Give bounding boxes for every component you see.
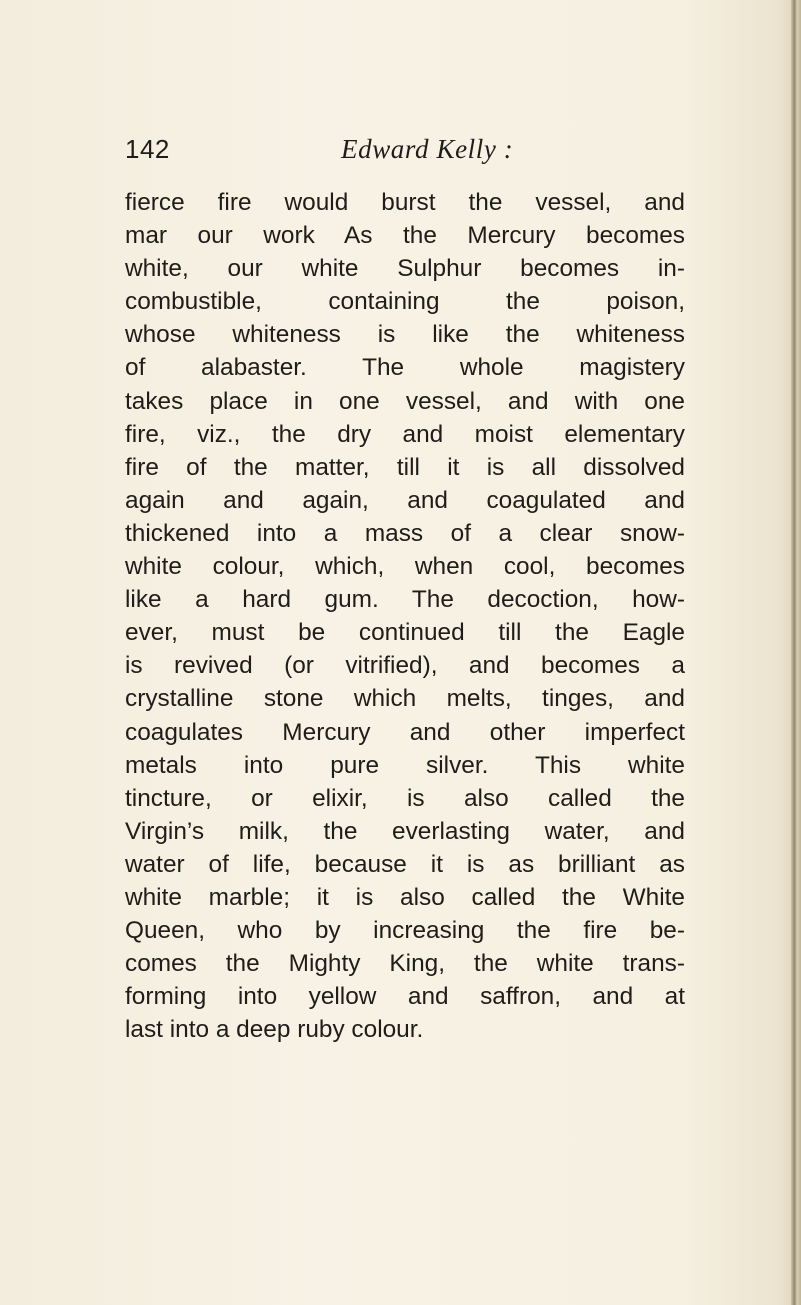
page-header xyxy=(125,134,685,174)
text-line: coagulates Mercury and other imperfect xyxy=(125,718,685,746)
text-line: of alabaster. The whole magistery xyxy=(125,354,685,382)
text-line: like a hard gum. The decoction, how- xyxy=(125,586,685,614)
text-line: fire, viz., the dry and moist elementary xyxy=(125,420,685,448)
text-line: thickened into a mass of a clear snow- xyxy=(125,519,685,547)
text-line: last into a deep ruby colour. xyxy=(125,1016,424,1044)
text-line: ever, must be continued till the Eagle xyxy=(125,619,685,647)
running-title: Edward Kelly : xyxy=(341,134,514,164)
text-line: white, our white Sulphur becomes in- xyxy=(125,255,685,283)
text-line: white marble; it is also called the White xyxy=(125,883,685,911)
text-line: again and again, and coagulated and xyxy=(125,486,685,514)
text-line: is revived (or vitrified), and becomes a xyxy=(125,652,685,680)
text-line: water of life, because it is as brilliant as xyxy=(125,850,685,878)
text-line: white colour, which, when cool, becomes xyxy=(125,553,685,581)
page-number: 142 xyxy=(125,134,170,164)
text-line: whose whiteness is like the whiteness xyxy=(125,321,685,349)
text-line: crystalline stone which melts, tinges, and xyxy=(125,685,685,713)
text-line: fierce fire would burst the vessel, and xyxy=(125,189,685,216)
body-text xyxy=(125,186,685,1046)
text-line: combustible, containing the poison, xyxy=(125,288,685,316)
text-line: mar our work As the Mercury becomes xyxy=(125,222,685,250)
text-line: tincture, or elixir, is also called the xyxy=(125,784,685,812)
text-line: Queen, who by increasing the fire be- xyxy=(125,917,685,945)
text-line: metals into pure silver. This white xyxy=(125,751,685,779)
text-line: fire of the matter, till it is all dissolved xyxy=(125,453,685,481)
text-line: takes place in one vessel, and with one xyxy=(125,387,685,415)
text-line: Virgin’s milk, the everlasting water, and xyxy=(125,817,685,845)
page-edge xyxy=(791,0,801,1305)
text-line: comes the Mighty King, the white trans- xyxy=(125,950,685,978)
text-line: forming into yellow and saffron, and at xyxy=(125,983,685,1011)
